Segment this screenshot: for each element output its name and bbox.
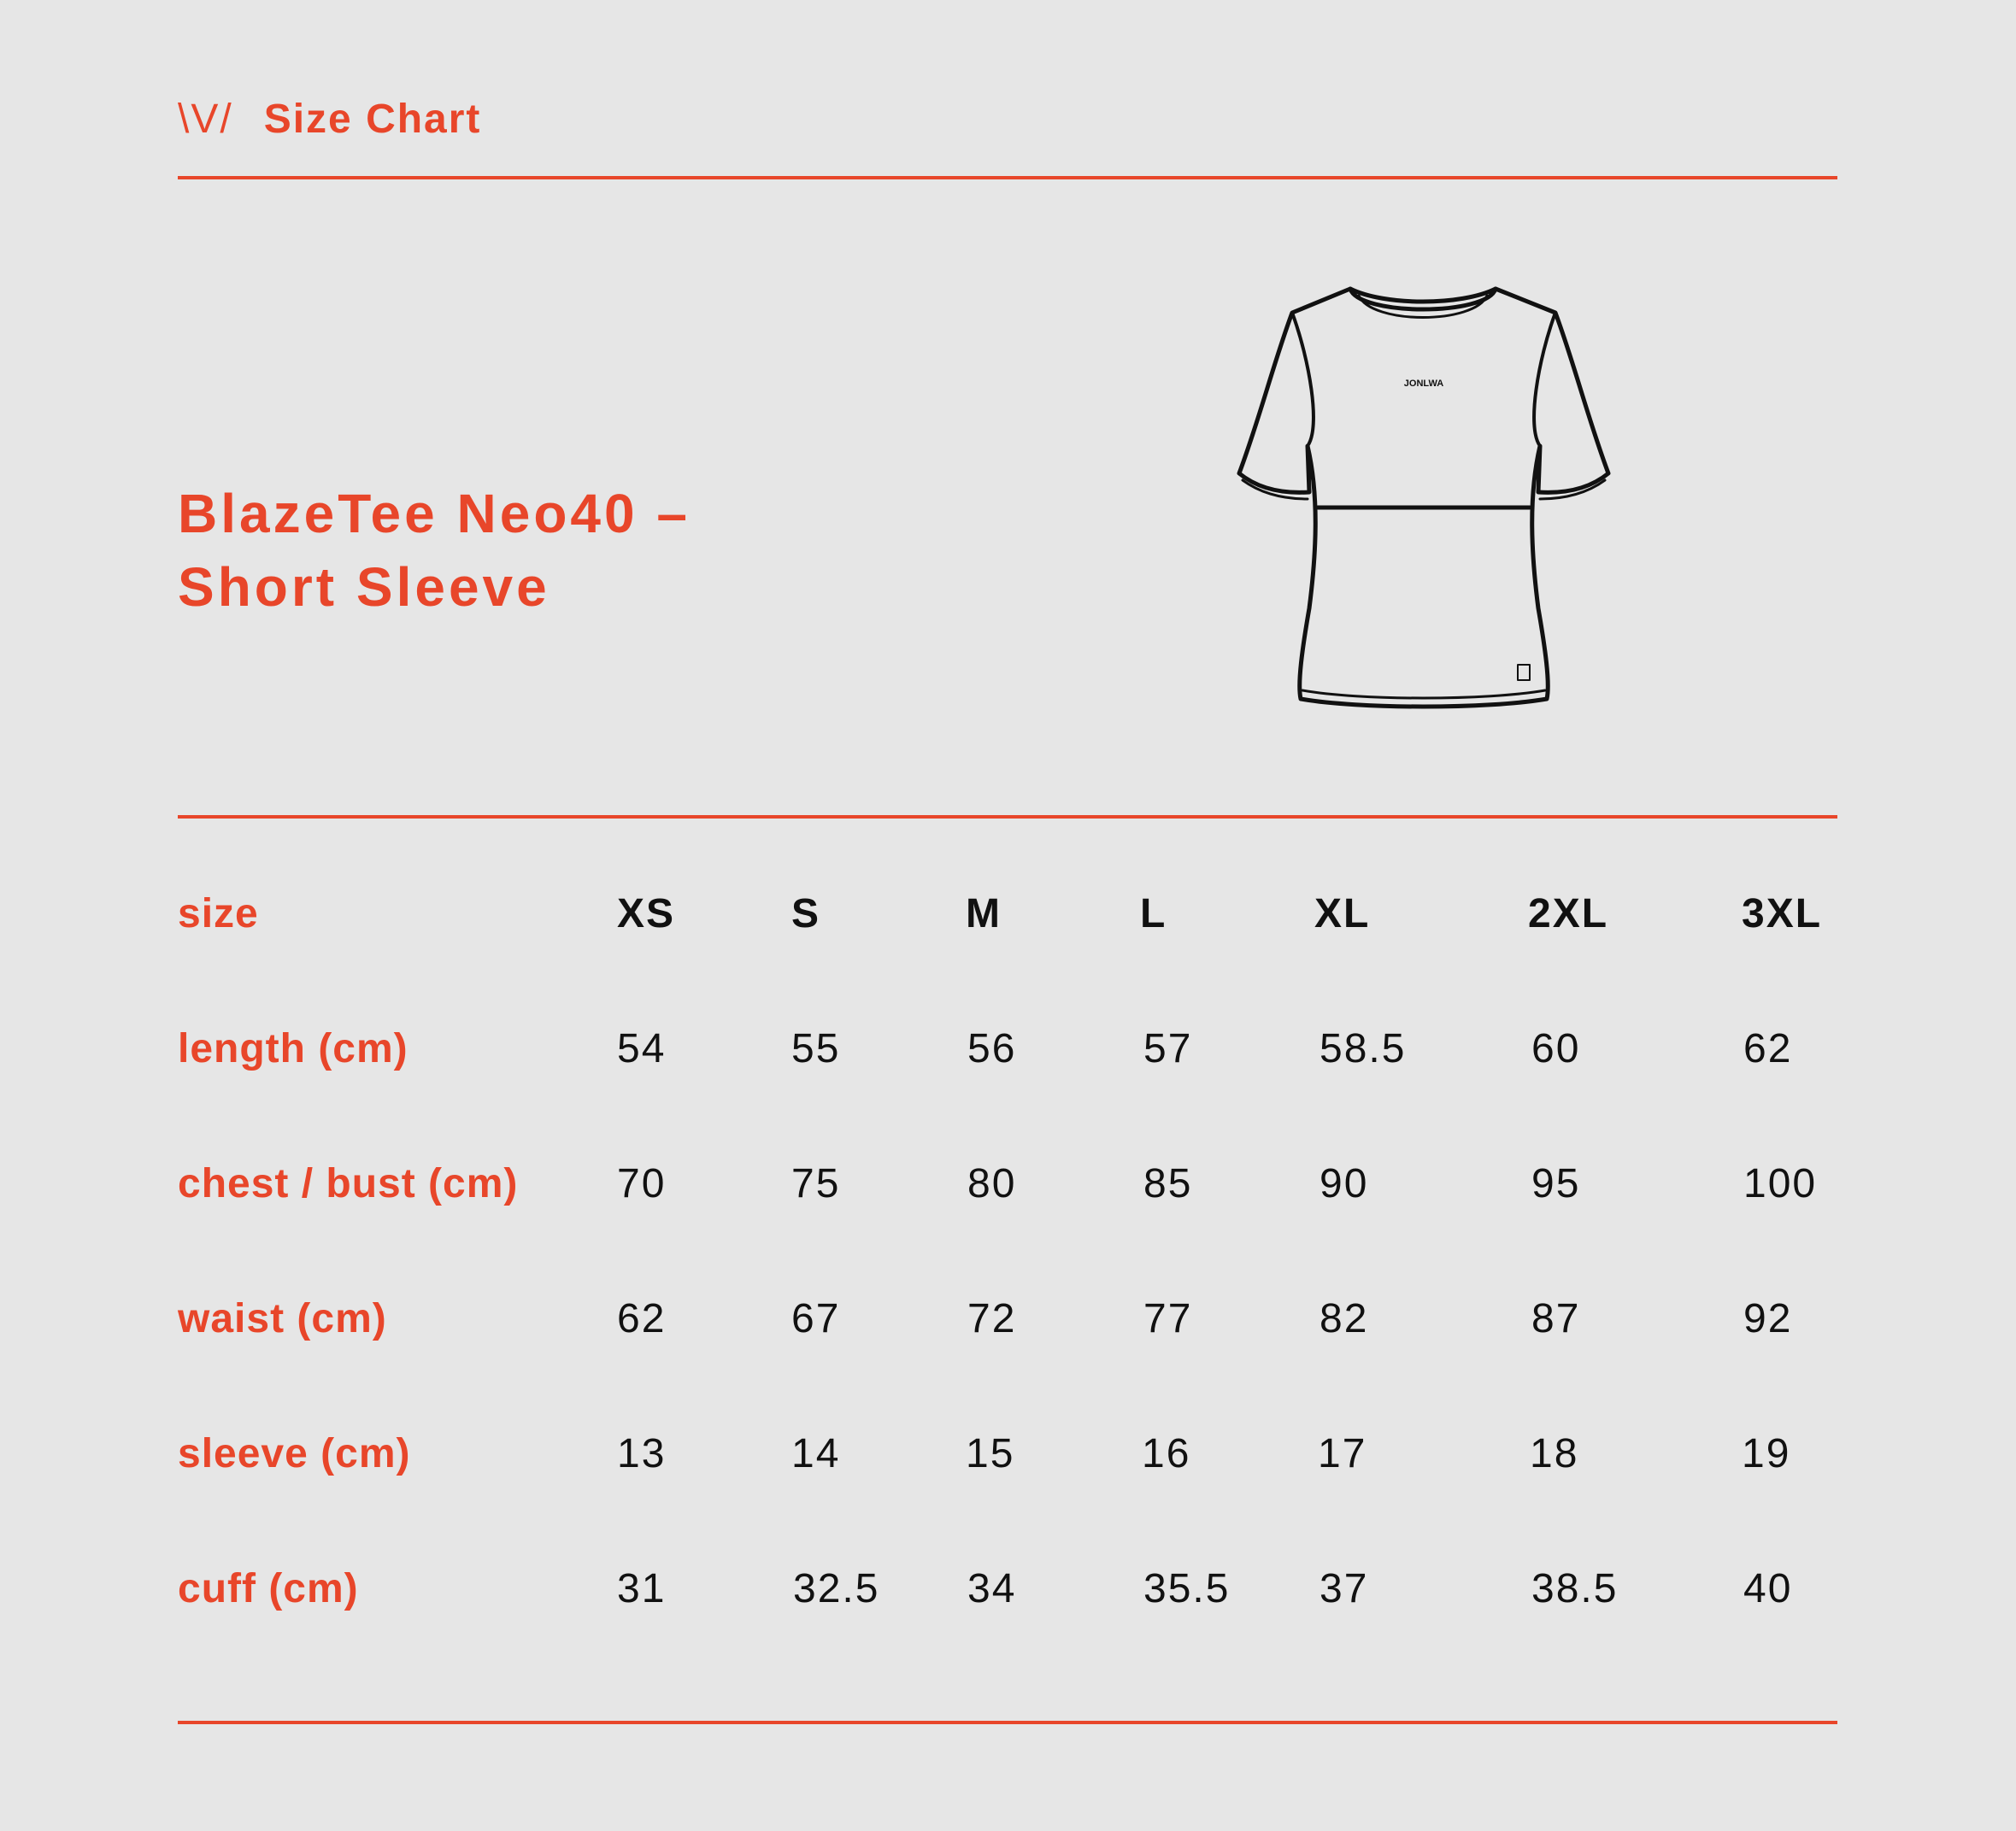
table-cell: 72: [967, 1296, 1017, 1341]
table-cell: 90: [1320, 1161, 1369, 1206]
divider-top: [178, 176, 1837, 179]
table-cell: 32.5: [793, 1566, 880, 1611]
table-cell: 37: [1320, 1566, 1369, 1611]
table-cell: 92: [1743, 1296, 1793, 1341]
table-cell: 85: [1143, 1161, 1193, 1206]
row-label-size: size: [178, 891, 259, 936]
table-cell: 95: [1531, 1161, 1581, 1206]
table-cell: 40: [1743, 1566, 1793, 1611]
product-title-line1: BlazeTee Neo40 –: [178, 483, 691, 544]
table-cell: 80: [967, 1161, 1017, 1206]
table-cell: 67: [791, 1296, 841, 1341]
product-title-line2: Short Sleeve: [178, 556, 550, 618]
table-cell: 82: [1320, 1296, 1369, 1341]
size-2xl: 2XL: [1528, 891, 1609, 936]
tshirt-chest-logo: JONLWA: [1403, 379, 1444, 389]
table-cell: 17: [1318, 1431, 1367, 1476]
table-cell: 55: [791, 1026, 841, 1071]
table-cell: 31: [617, 1566, 667, 1611]
brand-mark: \V/: [178, 97, 233, 142]
row-label-waist: waist (cm): [178, 1296, 387, 1341]
row-label-chest: chest / bust (cm): [178, 1161, 519, 1206]
header-title: Size Chart: [263, 97, 482, 142]
table-cell: 38.5: [1531, 1566, 1619, 1611]
table-cell: 18: [1530, 1431, 1579, 1476]
table-cell: 100: [1743, 1161, 1818, 1206]
table-cell: 77: [1143, 1296, 1193, 1341]
tshirt-illustration: [1231, 282, 1615, 718]
table-cell: 56: [967, 1026, 1017, 1071]
table-cell: 75: [791, 1161, 841, 1206]
row-label-cuff: cuff (cm): [178, 1566, 359, 1611]
table-cell: 35.5: [1143, 1566, 1231, 1611]
table-cell: 87: [1531, 1296, 1581, 1341]
table-cell: 54: [617, 1026, 667, 1071]
table-cell: 57: [1143, 1026, 1193, 1071]
size-xl: XL: [1314, 891, 1371, 936]
table-cell: 70: [617, 1161, 667, 1206]
table-cell: 16: [1142, 1431, 1191, 1476]
table-cell: 13: [617, 1431, 667, 1476]
size-l: L: [1140, 891, 1167, 936]
table-cell: 58.5: [1320, 1026, 1407, 1071]
table-cell: 15: [966, 1431, 1015, 1476]
table-cell: 62: [1743, 1026, 1793, 1071]
table-cell: 34: [967, 1566, 1017, 1611]
row-label-sleeve: sleeve (cm): [178, 1431, 411, 1476]
size-3xl: 3XL: [1742, 891, 1823, 936]
table-cell: 62: [617, 1296, 667, 1341]
divider-middle: [178, 815, 1837, 819]
size-m: M: [966, 891, 1002, 936]
size-xs: XS: [617, 891, 676, 936]
divider-bottom: [178, 1721, 1837, 1724]
table-cell: 60: [1531, 1026, 1581, 1071]
page-header: [178, 96, 481, 143]
size-s: S: [791, 891, 821, 936]
table-cell: 19: [1742, 1431, 1791, 1476]
product-title: [178, 477, 691, 624]
row-label-length: length (cm): [178, 1026, 408, 1071]
table-cell: 14: [791, 1431, 841, 1476]
